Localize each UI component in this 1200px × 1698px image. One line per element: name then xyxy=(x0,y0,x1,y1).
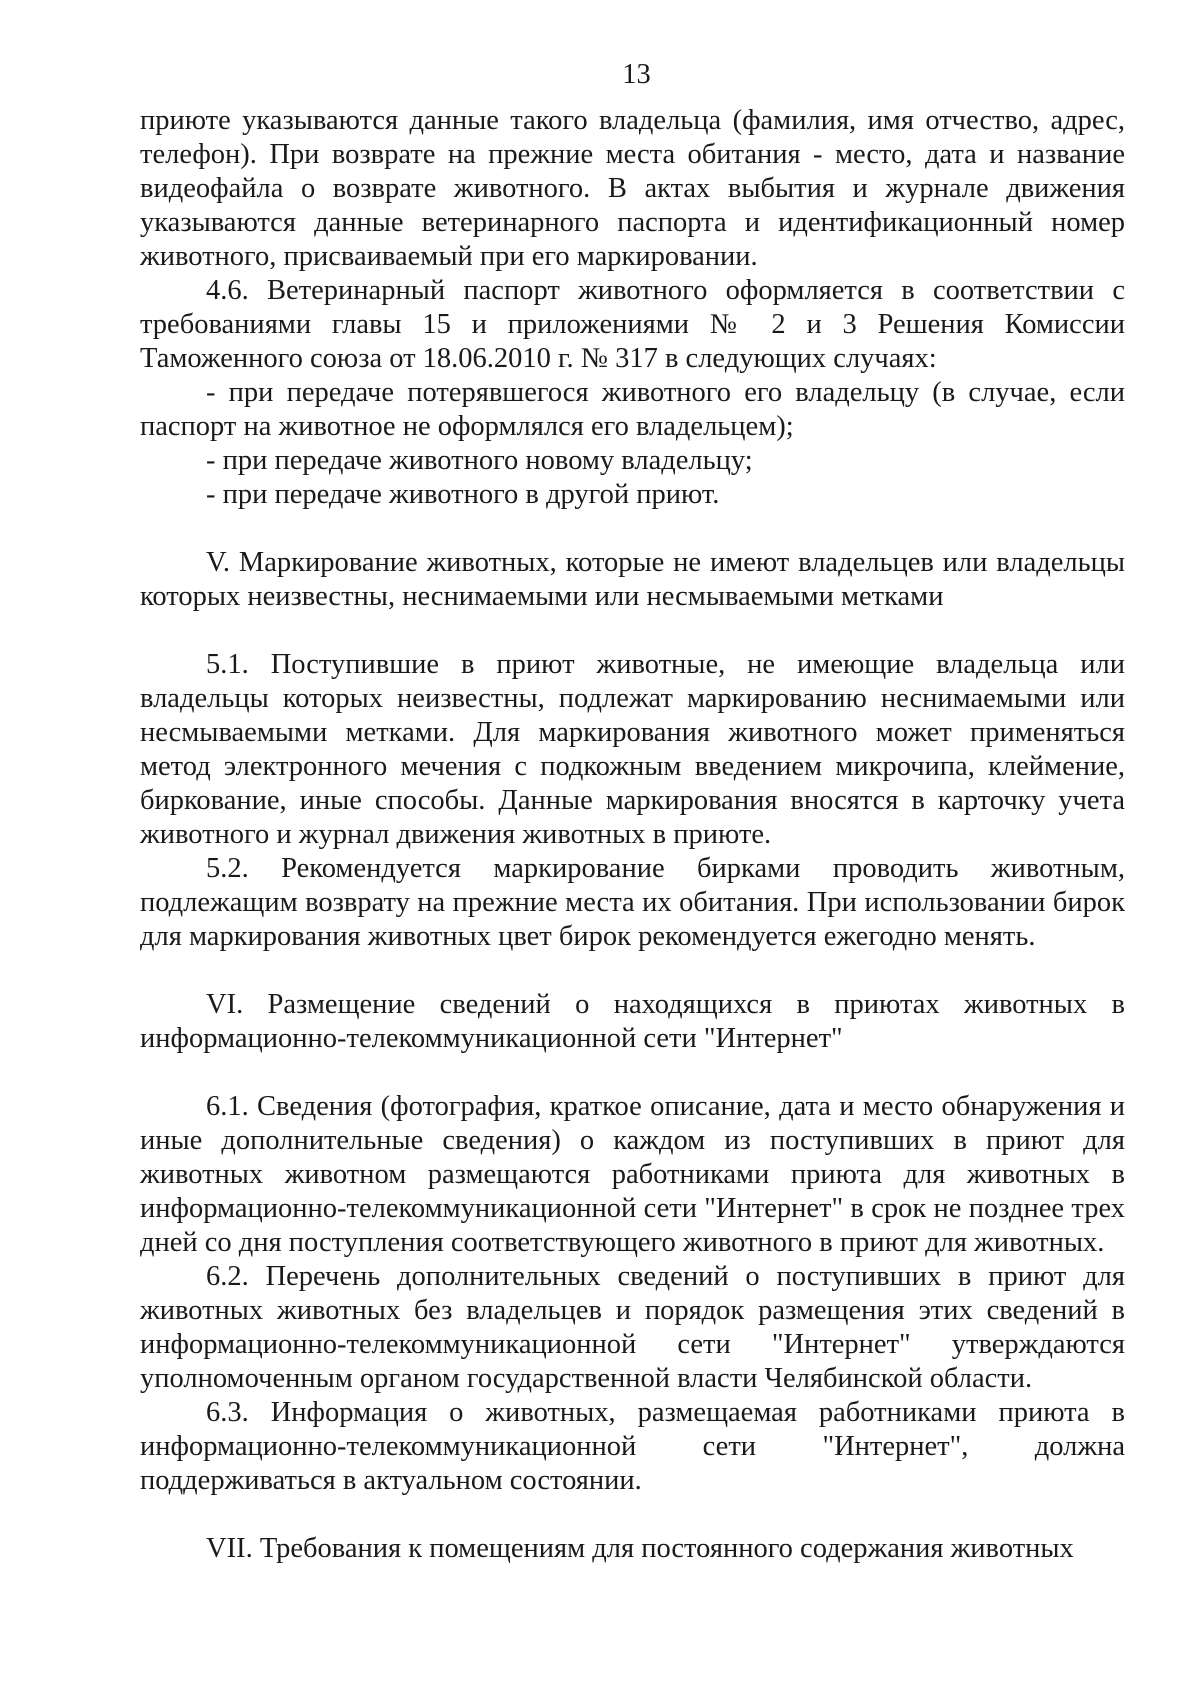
section-heading-7: VII. Требования к помещениям для постоянного содержания животных xyxy=(206,1533,1074,1564)
spacer xyxy=(140,1056,1125,1090)
paragraph-6-1: 6.1. Сведения (фотография, краткое описание, дата и место обнаружения и иные дополнительные сведения) о каждом из поступивших в приют для животных животном размещаются работниками приюта для животных в информационно-телекоммуникационной сети "Интернет" в срок не позднее трех дней со дня поступления соответствующего животного в приют для животных. xyxy=(140,1091,1125,1258)
list-item-4-6-b: - при передаче животного новому владельцу; xyxy=(206,445,753,476)
section-heading-5: V. Маркирование животных, которые не имеют владельцев или владельцы которых неизвестны, неснимаемыми или несмываемыми метками xyxy=(140,547,1125,612)
spacer xyxy=(140,512,1125,546)
spacer xyxy=(140,1498,1125,1532)
page-number: 13 xyxy=(622,59,651,90)
paragraph-6-3: 6.3. Информация о животных, размещаемая работниками приюта в информационно-телекоммуникационной сети "Интернет", должна поддерживаться в актуальном состоянии. xyxy=(140,1397,1125,1496)
list-item-4-6-c: - при передаче животного в другой приют. xyxy=(206,479,720,510)
paragraph-4-6: 4.6. Ветеринарный паспорт животного оформляется в соответствии с требованиями главы 15 и приложениями № 2 и 3 Решения Комиссии Таможенного союза от 18.06.2010 г. № 317 в следующих случаях: xyxy=(140,275,1125,374)
document-page xyxy=(140,58,1125,1566)
spacer xyxy=(140,954,1125,988)
paragraph-4-5-continuation: приюте указываются данные такого владельца (фамилия, имя отчество, адрес, телефон). При возврате на прежние места обитания - место, дата и название видеофайла о возврате животного. В актах выбытия и журнале движения указываются данные ветеринарного паспорта и идентификационный номер животного, присваиваемый при его маркировании. xyxy=(140,105,1125,272)
paragraph-5-2: 5.2. Рекомендуется маркирование бирками проводить животным, подлежащим возврату на прежние места их обитания. При использовании бирок для маркирования животных цвет бирок рекомендуется ежегодно менять. xyxy=(140,853,1125,952)
section-heading-6: VI. Размещение сведений о находящихся в приютах животных в информационно-телекоммуникационной сети "Интернет" xyxy=(140,989,1125,1054)
paragraph-6-2: 6.2. Перечень дополнительных сведений о поступивших в приют для животных животных без владельцев и порядок размещения этих сведений в информационно-телекоммуникационной сети "Интернет" утверждаются уполномоченным органом государственной власти Челябинской области. xyxy=(140,1261,1125,1394)
list-item-4-6-a: - при передаче потерявшегося животного его владельцу (в случае, если паспорт на животное не оформлялся его владельцем); xyxy=(140,377,1125,442)
paragraph-5-1: 5.1. Поступившие в приют животные, не имеющие владельца или владельцы которых неизвестны, подлежат маркированию неснимаемыми или несмываемыми метками. Для маркирования животного может применяться метод электронного мечения с подкожным введением микрочипа, клеймение, биркование, иные способы. Данные маркирования вносятся в карточку учета животного и журнал движения животных в приюте. xyxy=(140,649,1125,850)
spacer xyxy=(140,614,1125,648)
